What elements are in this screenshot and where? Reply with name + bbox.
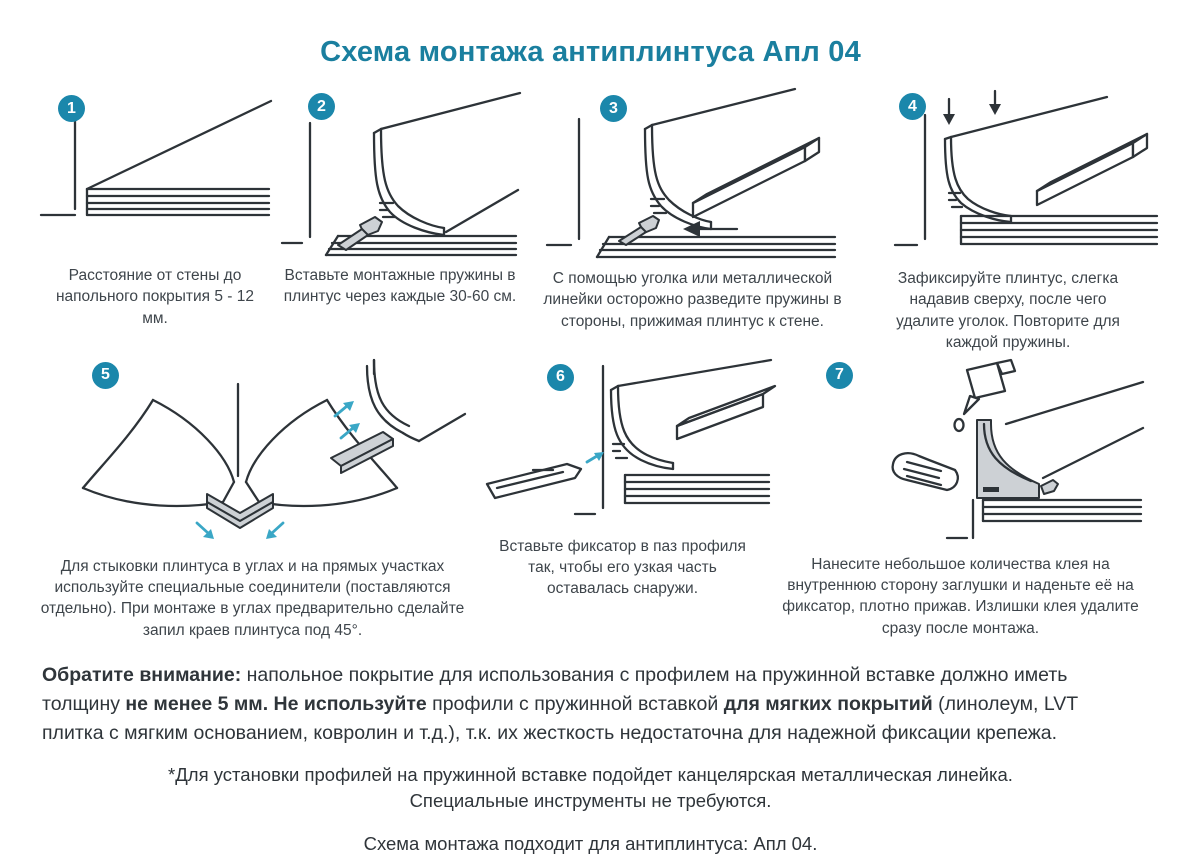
step-7 bbox=[770, 358, 1151, 642]
plinth-strip bbox=[677, 386, 775, 439]
step-2 bbox=[280, 87, 520, 354]
instruction-sheet bbox=[0, 36, 1181, 863]
step-6-badge: 6 bbox=[547, 364, 574, 391]
hand-icon bbox=[892, 453, 957, 490]
fixator bbox=[487, 464, 581, 498]
notice-bold-lead: Обратите внимание: bbox=[42, 664, 247, 686]
footnote-line-1: *Для установки профилей на пружинной вставке подойдет канцелярская металлическая линейка. bbox=[168, 763, 1013, 785]
step-6-caption: Вставьте фиксатор в паз профиля так, чтобы его узкая часть оставалась снаружи. bbox=[499, 537, 746, 598]
corner-connector bbox=[207, 494, 273, 528]
mounting-spring bbox=[338, 217, 382, 250]
end-cap bbox=[977, 420, 1039, 498]
steps-row-2 bbox=[0, 358, 1181, 642]
notice-text: напольное покрытие для использования с профилем на пружинной вставке должно иметь толщину bbox=[42, 664, 1068, 715]
press-down-arrows bbox=[943, 91, 1001, 125]
notice-text: профили с пружинной вставкой bbox=[432, 692, 724, 715]
step-5-badge: 5 bbox=[92, 362, 119, 389]
step-7-diagram bbox=[770, 358, 1151, 548]
step-2-badge: 2 bbox=[308, 93, 335, 120]
footnote bbox=[0, 762, 1181, 816]
angle-ruler bbox=[1037, 134, 1147, 205]
mounting-spring bbox=[1041, 480, 1058, 494]
glue-endcap-drawing bbox=[771, 358, 1151, 548]
mounting-spring bbox=[619, 216, 659, 245]
ruler-spread-drawing bbox=[543, 87, 843, 262]
step-4-badge: 4 bbox=[899, 93, 926, 120]
step-3-caption: С помощью уголка или металлической линейки осторожно разведите пружины в стороны, прижимая плинтус к стене. bbox=[543, 270, 842, 330]
step-6 bbox=[475, 358, 770, 642]
angle-ruler bbox=[693, 138, 819, 217]
attention-notice bbox=[42, 661, 1139, 748]
step-2-caption: Вставьте монтажные пружины в плинтус через каждые 30-60 см. bbox=[283, 267, 517, 306]
step-7-caption: Нанесите небольшое количества клея на внутреннюю сторону заглушки и наденьте её на фиксатор, плотно прижав. Излишки клея удалите сразу после монтажа. bbox=[782, 555, 1139, 637]
slide-direction-arrows bbox=[197, 401, 360, 539]
notice-bold-soft: для мягких покрытий bbox=[723, 692, 939, 715]
step-3-diagram bbox=[520, 87, 865, 262]
insert-arrow bbox=[587, 452, 604, 462]
step-1 bbox=[30, 87, 280, 354]
notice-text: (линолеум, LVT плитка с мягким основанием, ковролин и т.д.), т.к. их жесткость недостаточна для надежной фиксации крепежа. bbox=[42, 692, 1078, 744]
step-3 bbox=[520, 87, 865, 354]
step-3-badge: 3 bbox=[600, 95, 627, 122]
compatibility-line: Схема монтажа подходит для антиплинтуса: Апл 04. bbox=[363, 833, 818, 855]
step-1-badge: 1 bbox=[58, 95, 85, 122]
step-1-caption: Расстояние от стены до напольного покрытия 5 - 12 мм. bbox=[55, 267, 255, 327]
notice-bold-thickness: не менее 5 мм. Не используйте bbox=[125, 692, 433, 715]
page-title: Схема монтажа антиплинтуса Апл 04 bbox=[320, 36, 861, 68]
step-4-caption: Зафиксируйте плинтус, слегка надавив сверху, после чего удалите уголок. Повторите для каждой пружины. bbox=[896, 270, 1120, 352]
step-6-diagram bbox=[475, 358, 770, 530]
step-5-caption: Для стыковки плинтуса в углах и на прямых участках используйте специальные соединители (поставляются отдельно). При монтаже в углах предварительно сделайте запил краев плинтуса под 45°. bbox=[40, 557, 465, 639]
step-7-badge: 7 bbox=[826, 362, 853, 389]
step-5 bbox=[30, 358, 475, 642]
step-4 bbox=[865, 87, 1151, 354]
fixator-insert-drawing bbox=[475, 358, 775, 530]
footnote-line-2: Специальные инструменты не требуются. bbox=[409, 790, 772, 812]
steps-row-1 bbox=[0, 87, 1181, 354]
